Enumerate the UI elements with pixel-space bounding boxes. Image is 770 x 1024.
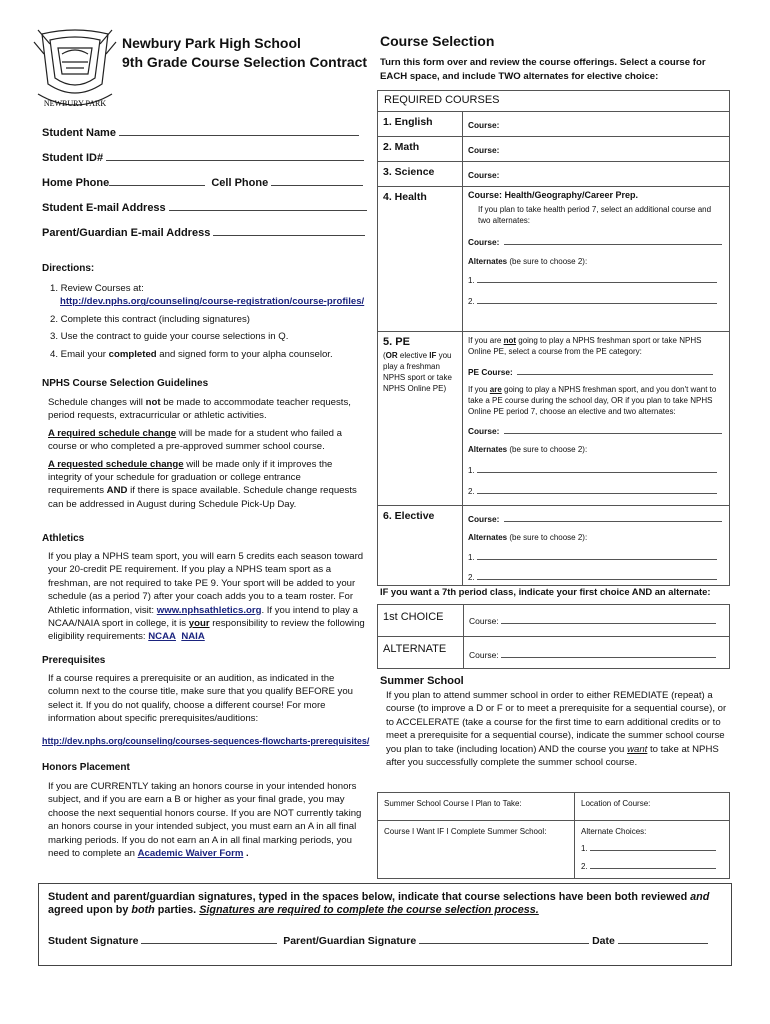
athletics-title: Athletics xyxy=(42,533,85,544)
prerequisites-link[interactable]: http://dev.nphs.org/counseling/courses-sequences-flowcharts-prerequisites/ xyxy=(42,736,370,746)
alternate-field[interactable]: Course: xyxy=(464,637,730,669)
student-email-label: Student E-mail Address xyxy=(42,202,166,214)
summer-alternates-field[interactable] xyxy=(575,821,730,879)
date-field[interactable] xyxy=(618,934,708,944)
seal-lettering: NEWBURY PARK xyxy=(43,99,107,108)
pe-course-field[interactable] xyxy=(463,332,730,506)
naia-link[interactable]: NAIA xyxy=(181,631,205,643)
health-alt1[interactable]: 1. xyxy=(468,274,724,285)
contract-title: 9th Grade Course Selection Contract xyxy=(122,54,368,70)
parent-signature-field[interactable] xyxy=(419,934,589,944)
pe-alternates-label: Alternates (be sure to choose 2): xyxy=(468,445,588,454)
course-selection-instructions: Turn this form over and review the course offerings. Select a course for EACH space, and include TWO alternates for elective choice: xyxy=(380,57,706,82)
pe-note: (OR elective IF you play a freshman NPHS sport or take NPHS Online PE) xyxy=(383,351,452,393)
guideline-p3: A requested schedule change will be made only if it improves the integrity of your schedule for graduation or college entrance requirements AND if there is space available. Schedule change requests can be addressed in August during Schedule Pick-Up Day. xyxy=(48,458,357,510)
english-label: 1. English xyxy=(378,112,463,137)
elective-course-field[interactable] xyxy=(463,506,730,586)
course-profiles-link[interactable]: http://dev.nphs.org/counseling/course-registration/course-profiles/ xyxy=(60,296,365,308)
parent-signature-label: Parent/Guardian Signature xyxy=(283,935,417,947)
school-name: Newbury Park High School xyxy=(122,35,301,51)
seventh-period-table xyxy=(377,604,730,669)
academic-waiver-link[interactable]: Academic Waiver Form xyxy=(137,848,244,860)
elective-label: 6. Elective xyxy=(378,506,463,586)
signature-statement: Student and parent/guardian signatures, typed in the spaces below, indicate that course selections have been both reviewed and agreed upon by both parties. Signatures are required to complete the course selection process. xyxy=(48,891,710,916)
date-label: Date xyxy=(592,935,615,947)
health-note: If you plan to take health period 7, select an additional course and two alternates: xyxy=(478,205,712,225)
guidelines-title: NPHS Course Selection Guidelines xyxy=(42,378,209,389)
pe-info1: If you are not going to play a NPHS freshman sport or take NPHS Online PE, select a course from the PE category: xyxy=(468,336,702,356)
student-id-label: Student ID# xyxy=(42,152,104,164)
summer-alt-choices-label: Alternate Choices: xyxy=(581,827,647,836)
direction-step1: 1. Review Courses at: xyxy=(50,283,144,294)
guideline-p1: Schedule changes will not be made to accommodate teacher requests, period requests, extracurricular or athletic activities. xyxy=(48,397,351,422)
home-phone-label: Home Phone xyxy=(42,177,110,189)
direction-step2: 2. Complete this contract (including signatures) xyxy=(50,313,250,325)
school-seal xyxy=(32,24,118,110)
athletics-link[interactable]: www.nphsathletics.org xyxy=(156,604,262,616)
directions-title: Directions: xyxy=(42,263,95,274)
student-id-row[interactable] xyxy=(42,151,367,176)
honors-text: If you are CURRENTLY taking an honors course in your intended honors subject, and if you are earn a B or higher as your final grade, you may choose the next sequential honors course. If you are NOT currently taking an honors course in your intended subject, you must earn an A in all final marking periods. If you do not earn an A in all final marking periods, you need to complete an Academic Waiver Form . xyxy=(48,781,362,860)
direction-step4: 4. Email your completed and signed form to your alpha counselor. xyxy=(50,348,333,360)
pe-elective-course[interactable]: Course: xyxy=(468,421,724,439)
prerequisites-text: If a course requires a prerequisite or an audition, as indicated in the column next to the course title, make sure that you qualify BEFORE you select it. If you do not qualify, choose a different course! For more information about specific prerequisites/auditions: xyxy=(48,673,354,725)
summer-plan-field[interactable]: Summer School Course I Plan to Take: xyxy=(378,793,575,821)
summer-school-table xyxy=(377,792,730,879)
math-course-field[interactable]: Course: xyxy=(463,137,730,162)
student-name-label: Student Name xyxy=(42,127,116,139)
parent-email-label: Parent/Guardian E-mail Address xyxy=(42,227,211,239)
health-alternates-label: Alternates (be sure to choose 2): xyxy=(468,257,588,266)
health-extra-course[interactable]: Course: xyxy=(468,232,724,250)
elective-course-line[interactable]: Course: xyxy=(468,509,724,527)
required-courses-header: REQUIRED COURSES xyxy=(378,91,730,112)
pe-alt2[interactable]: 2. xyxy=(468,485,724,496)
elective-alt2[interactable]: 2. xyxy=(468,571,724,582)
course-selection-title: Course Selection xyxy=(380,33,495,49)
phone-row[interactable] xyxy=(42,176,367,201)
parent-email-row[interactable] xyxy=(42,226,367,251)
first-choice-field[interactable]: Course: xyxy=(464,605,730,637)
elective-alt1[interactable]: 1. xyxy=(468,551,724,562)
required-courses-table xyxy=(377,90,730,586)
summer-location-field[interactable]: Location of Course: xyxy=(575,793,730,821)
summer-alt1[interactable]: 1. xyxy=(581,842,723,853)
science-course-field[interactable]: Course: xyxy=(463,162,730,187)
pe-label-cell xyxy=(378,332,463,506)
summer-school-title: Summer School xyxy=(380,675,464,687)
math-label: 2. Math xyxy=(378,137,463,162)
prerequisites-title: Prerequisites xyxy=(42,655,106,666)
guideline-p2: A required schedule change will be made for a student who failed a course or who completed a pre-approved summer school course. xyxy=(48,427,342,453)
summer-school-text: If you plan to attend summer school in order to either REMEDIATE (repeat) a course (to improve a D or F or to meet a prerequisite for a sequential course), or to ACCELERATE (take a course for the first time to earn additional credits or to meet a prerequisite for a sequential course), indicate the summer school course you plan to take (including location) AND the course you want to take at NPHS after you successfully complete the summer school course. xyxy=(386,690,727,769)
elective-alternates-label: Alternates (be sure to choose 2): xyxy=(468,533,588,542)
honors-title: Honors Placement xyxy=(42,762,130,773)
health-course-field[interactable] xyxy=(463,187,730,332)
alternate-label: ALTERNATE xyxy=(378,637,464,669)
student-name-row[interactable] xyxy=(42,126,367,151)
signature-box xyxy=(38,883,732,966)
summer-alt2[interactable]: 2. xyxy=(581,860,723,871)
seventh-period-title: IF you want a 7th period class, indicate your first choice AND an alternate: xyxy=(380,586,711,597)
cell-phone-label: Cell Phone xyxy=(211,177,269,189)
summer-want-field[interactable]: Course I Want IF I Complete Summer School: xyxy=(378,821,575,879)
ncaa-link[interactable]: NCAA xyxy=(148,631,176,643)
pe-course-line[interactable]: PE Course: xyxy=(468,362,724,380)
science-label: 3. Science xyxy=(378,162,463,187)
health-label: 4. Health xyxy=(378,187,463,332)
health-course: Course: Health/Geography/Career Prep. xyxy=(468,190,639,200)
pe-alt1[interactable]: 1. xyxy=(468,464,724,475)
pe-info2: If you are going to play a NPHS freshman sport, and you don't want to take a PE course during the school day, OR if you plan to take NPHS Online PE period 7, choose an elective and two alternates: xyxy=(468,385,717,416)
english-course-field[interactable]: Course: xyxy=(463,112,730,137)
athletics-text: If you play a NPHS team sport, you will earn 5 credits each season toward your 20-credit PE requirement. If you play a NPHS team sport as a freshman, are not required to take PE 9. Your sport will be added to your schedule (as a period 7) after your coach adds you to a team roster. For Athletic information, visit: www.nphsathletics.org. If you intend to play a NCAA/NAIA sport in college, it is your responsibility to review the following eligibility requirements: NCAA NAIA xyxy=(48,551,365,643)
pe-label: 5. PE xyxy=(383,336,410,348)
health-alt2[interactable]: 2. xyxy=(468,295,724,306)
student-signature-field[interactable] xyxy=(141,934,277,944)
first-choice-label: 1st CHOICE xyxy=(378,605,464,637)
student-signature-label: Student Signature xyxy=(48,935,139,947)
direction-step3: 3. Use the contract to guide your course selections in Q. xyxy=(50,331,289,343)
student-email-row[interactable] xyxy=(42,201,367,226)
